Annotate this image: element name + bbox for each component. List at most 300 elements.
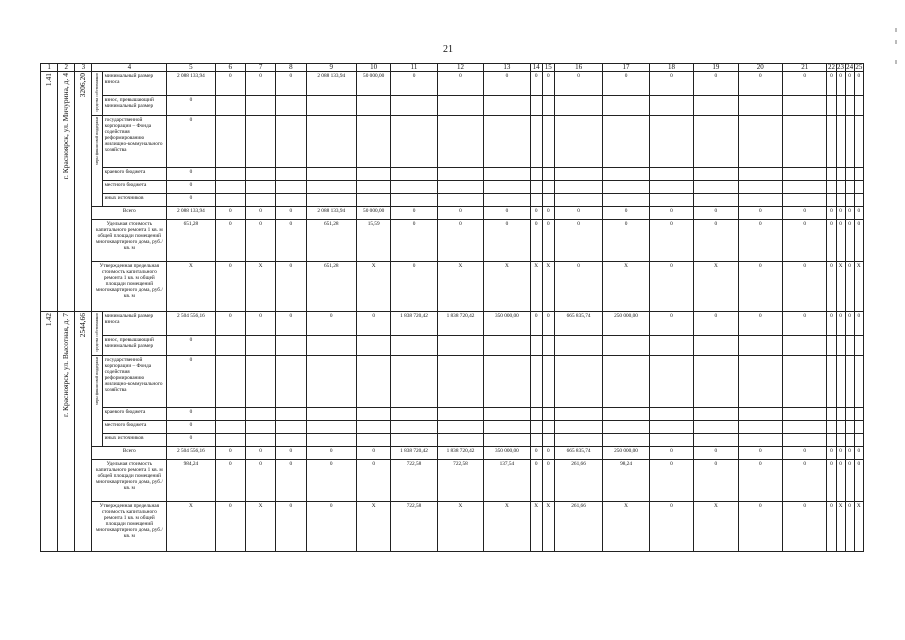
empty-cell xyxy=(827,194,836,207)
value-cell: X xyxy=(836,262,845,312)
empty-cell xyxy=(530,96,542,116)
value-cell: 0 xyxy=(845,312,854,336)
empty-cell xyxy=(854,181,863,194)
empty-cell xyxy=(391,434,437,447)
value-cell: 0 xyxy=(845,447,854,460)
object-area xyxy=(75,72,92,312)
empty-cell xyxy=(836,421,845,434)
empty-cell xyxy=(276,181,306,194)
empty-cell xyxy=(845,194,854,207)
empty-cell xyxy=(356,421,390,434)
column-number-header: 24 xyxy=(846,63,854,71)
column-number-header: 23 xyxy=(837,63,845,71)
page-number: 21 xyxy=(443,44,453,55)
empty-cell xyxy=(603,194,649,207)
empty-cell xyxy=(836,96,845,116)
empty-cell xyxy=(827,434,836,447)
table-row xyxy=(41,408,864,421)
empty-cell xyxy=(215,421,245,434)
empty-cell xyxy=(215,168,245,181)
value-cell: 250 000,00 xyxy=(603,447,649,460)
empty-cell xyxy=(276,434,306,447)
row-label: Утвержденная предельная стоимость капитального ремонта 1 кв. м общей площади помещений многоквартирного дома, руб./кв. м xyxy=(92,262,167,312)
value-cell: 0 xyxy=(437,220,483,262)
value-cell: 98,24 xyxy=(603,460,649,502)
value-cell: X xyxy=(542,262,554,312)
column-number-header: 5 xyxy=(167,64,215,72)
empty-cell xyxy=(542,116,554,168)
value-cell: 0 xyxy=(306,502,356,552)
value-cell: 0 xyxy=(215,502,245,552)
empty-cell xyxy=(603,421,649,434)
table-row xyxy=(41,72,864,96)
empty-cell xyxy=(215,194,245,207)
empty-cell xyxy=(845,96,854,116)
table-row xyxy=(41,356,864,408)
empty-cell xyxy=(356,408,390,421)
empty-cell xyxy=(356,356,390,408)
value-cell: 0 xyxy=(245,460,275,502)
value-cell: 2 088 133,94 xyxy=(167,72,215,96)
value-cell: 0 xyxy=(827,312,836,336)
empty-cell xyxy=(738,408,782,421)
empty-cell xyxy=(276,194,306,207)
table-row xyxy=(41,434,864,447)
value-cell: 0 xyxy=(845,207,854,220)
value-cell: X xyxy=(603,262,649,312)
empty-cell xyxy=(738,168,782,181)
table-row xyxy=(41,194,864,207)
empty-cell xyxy=(215,356,245,408)
object-area-text: 3206,20 xyxy=(78,73,88,98)
empty-cell xyxy=(649,356,693,408)
empty-cell xyxy=(356,116,390,168)
empty-cell xyxy=(845,421,854,434)
empty-cell xyxy=(554,356,602,408)
empty-cell xyxy=(649,408,693,421)
value-cell: X xyxy=(484,262,530,312)
empty-cell xyxy=(738,194,782,207)
value-cell: 0 xyxy=(827,447,836,460)
value-cell: 0 xyxy=(530,460,542,502)
empty-cell xyxy=(484,356,530,408)
value-cell: 665 835,74 xyxy=(554,447,602,460)
empty-cell xyxy=(603,356,649,408)
value-cell: 0 xyxy=(738,460,782,502)
column-number-header: 2 xyxy=(58,64,75,72)
empty-cell xyxy=(542,336,554,356)
value-cell: 722,58 xyxy=(437,460,483,502)
empty-cell xyxy=(649,181,693,194)
empty-cell xyxy=(738,421,782,434)
value-cell: 0 xyxy=(391,262,437,312)
value-cell: 0 xyxy=(542,207,554,220)
empty-cell xyxy=(437,408,483,421)
group-owner-funds xyxy=(92,312,102,356)
empty-cell xyxy=(827,408,836,421)
value-cell: 137,54 xyxy=(484,460,530,502)
empty-cell xyxy=(306,168,356,181)
value-cell: 0 xyxy=(649,502,693,552)
value-cell: 0 xyxy=(276,220,306,262)
column-number-header: 4 xyxy=(92,64,167,72)
value-cell: X xyxy=(694,262,738,312)
value-cell: X xyxy=(854,262,863,312)
empty-cell xyxy=(603,168,649,181)
value-cell: 50 000,00 xyxy=(356,72,390,96)
empty-cell xyxy=(484,181,530,194)
empty-cell xyxy=(484,421,530,434)
column-number-header: 6 xyxy=(215,64,245,72)
value-cell: 0 xyxy=(554,207,602,220)
empty-cell xyxy=(554,336,602,356)
empty-cell xyxy=(783,116,827,168)
empty-cell xyxy=(845,408,854,421)
value-cell: 50 000,00 xyxy=(356,207,390,220)
empty-cell xyxy=(306,181,356,194)
empty-cell xyxy=(215,181,245,194)
column-number-header: 11 xyxy=(391,64,437,72)
empty-cell xyxy=(530,181,542,194)
empty-cell xyxy=(649,168,693,181)
value-cell: 0 xyxy=(167,96,215,116)
value-cell: 0 xyxy=(530,72,542,96)
value-cell: 0 xyxy=(215,220,245,262)
empty-cell xyxy=(215,116,245,168)
table-row xyxy=(41,460,864,502)
value-cell: X xyxy=(530,262,542,312)
object-address-text: г. Красноярск, ул. Мичурина, д. 4 xyxy=(60,73,70,180)
empty-cell xyxy=(245,356,275,408)
row-label: государственной корпорации – Фонда содействия реформированию жилищно-коммунального хозяйства xyxy=(102,356,167,408)
empty-cell xyxy=(484,434,530,447)
empty-cell xyxy=(245,116,275,168)
value-cell: 0 xyxy=(276,312,306,336)
empty-cell xyxy=(215,96,245,116)
empty-cell xyxy=(694,116,738,168)
column-number-header: 21 xyxy=(783,64,827,72)
empty-cell xyxy=(836,408,845,421)
empty-cell xyxy=(603,96,649,116)
value-cell: 0 xyxy=(649,220,693,262)
empty-cell xyxy=(854,356,863,408)
empty-cell xyxy=(649,116,693,168)
empty-cell xyxy=(783,168,827,181)
value-cell: 0 xyxy=(649,447,693,460)
value-cell: 0 xyxy=(167,336,215,356)
object-address-text: г. Красноярск, ул. Высотная, д. 7 xyxy=(60,313,70,418)
empty-cell xyxy=(694,194,738,207)
object-index-text: 1.41 xyxy=(43,73,53,87)
empty-cell xyxy=(276,356,306,408)
empty-cell xyxy=(827,421,836,434)
empty-cell xyxy=(437,96,483,116)
value-cell: 0 xyxy=(836,207,845,220)
empty-cell xyxy=(694,96,738,116)
empty-cell xyxy=(391,356,437,408)
value-cell: 0 xyxy=(554,72,602,96)
row-label: Всего xyxy=(92,207,167,220)
object-area-text: 2544,66 xyxy=(78,313,88,338)
value-cell: 0 xyxy=(845,460,854,502)
table-row xyxy=(41,220,864,262)
column-number-header: 16 xyxy=(554,64,602,72)
value-cell: 0 xyxy=(215,460,245,502)
empty-cell xyxy=(245,336,275,356)
value-cell: 2 088 133,94 xyxy=(306,207,356,220)
empty-cell xyxy=(437,336,483,356)
value-cell: 0 xyxy=(245,72,275,96)
empty-cell xyxy=(603,181,649,194)
value-cell: 0 xyxy=(356,460,390,502)
value-cell: 722,58 xyxy=(391,502,437,552)
empty-cell xyxy=(356,336,390,356)
value-cell: 0 xyxy=(783,447,827,460)
empty-cell xyxy=(437,194,483,207)
empty-cell xyxy=(245,194,275,207)
value-cell: 0 xyxy=(827,502,836,552)
value-cell: 0 xyxy=(530,207,542,220)
empty-cell xyxy=(245,408,275,421)
empty-cell xyxy=(836,336,845,356)
value-cell: 984,24 xyxy=(167,460,215,502)
empty-cell xyxy=(530,356,542,408)
row-label: иных источников xyxy=(102,434,167,447)
empty-cell xyxy=(245,434,275,447)
column-number-header: 12 xyxy=(437,64,483,72)
table-row xyxy=(41,421,864,434)
column-number-header: 18 xyxy=(649,64,693,72)
value-cell: 2 088 133,94 xyxy=(167,207,215,220)
empty-cell xyxy=(356,181,390,194)
empty-cell xyxy=(215,336,245,356)
empty-cell xyxy=(554,96,602,116)
table-row xyxy=(41,207,864,220)
empty-cell xyxy=(845,116,854,168)
value-cell: 350 000,00 xyxy=(484,447,530,460)
column-number-header: 20 xyxy=(738,64,782,72)
empty-cell xyxy=(306,356,356,408)
empty-cell xyxy=(836,356,845,408)
column-number-header: 7 xyxy=(245,64,275,72)
column-number-header: 3 xyxy=(75,64,92,72)
value-cell: 0 xyxy=(827,220,836,262)
value-cell: 0 xyxy=(603,207,649,220)
value-cell: X xyxy=(437,262,483,312)
value-cell: 0 xyxy=(530,447,542,460)
empty-cell xyxy=(738,181,782,194)
value-cell: 0 xyxy=(437,72,483,96)
column-number-header: 10 xyxy=(356,64,390,72)
value-cell: X xyxy=(694,502,738,552)
value-cell: 0 xyxy=(276,207,306,220)
value-cell: 0 xyxy=(845,220,854,262)
value-cell: 2 504 556,16 xyxy=(167,312,215,336)
value-cell: 0 xyxy=(694,72,738,96)
value-cell: X xyxy=(356,262,390,312)
empty-cell xyxy=(437,356,483,408)
empty-cell xyxy=(694,181,738,194)
empty-cell xyxy=(276,336,306,356)
empty-cell xyxy=(836,181,845,194)
value-cell: 0 xyxy=(542,220,554,262)
value-cell: 0 xyxy=(276,460,306,502)
empty-cell xyxy=(738,96,782,116)
empty-cell xyxy=(356,434,390,447)
value-cell: 0 xyxy=(649,207,693,220)
table-row xyxy=(41,312,864,336)
value-cell: 0 xyxy=(356,447,390,460)
row-label: Утвержденная предельная стоимость капитального ремонта 1 кв. м общей площади помещений многоквартирного дома, руб./кв. м xyxy=(92,502,167,552)
value-cell: 0 xyxy=(694,220,738,262)
value-cell: 0 xyxy=(836,460,845,502)
value-cell: 0 xyxy=(245,312,275,336)
value-cell: 0 xyxy=(215,447,245,460)
empty-cell xyxy=(276,421,306,434)
empty-cell xyxy=(437,116,483,168)
value-cell: 0 xyxy=(484,72,530,96)
column-number-header: 13 xyxy=(484,64,530,72)
value-cell: 15,59 xyxy=(356,220,390,262)
value-cell: 0 xyxy=(215,262,245,312)
empty-cell xyxy=(649,421,693,434)
value-cell: 0 xyxy=(437,207,483,220)
empty-cell xyxy=(542,96,554,116)
empty-cell xyxy=(276,168,306,181)
value-cell: 0 xyxy=(738,262,782,312)
empty-cell xyxy=(845,434,854,447)
value-cell: 261,66 xyxy=(554,502,602,552)
empty-cell xyxy=(649,336,693,356)
value-cell: 0 xyxy=(167,181,215,194)
value-cell: 0 xyxy=(649,262,693,312)
value-cell: 0 xyxy=(167,356,215,408)
empty-cell xyxy=(854,408,863,421)
object-index xyxy=(41,312,58,552)
empty-cell xyxy=(783,421,827,434)
empty-cell xyxy=(245,181,275,194)
value-cell: 0 xyxy=(245,447,275,460)
empty-cell xyxy=(391,116,437,168)
value-cell: 0 xyxy=(167,421,215,434)
value-cell: 1 838 720,42 xyxy=(391,447,437,460)
value-cell: 0 xyxy=(783,460,827,502)
value-cell: 722,58 xyxy=(391,460,437,502)
value-cell: X xyxy=(836,502,845,552)
empty-cell xyxy=(530,421,542,434)
empty-cell xyxy=(827,96,836,116)
group-owner-funds xyxy=(92,72,102,116)
value-cell: 651,28 xyxy=(306,220,356,262)
empty-cell xyxy=(484,336,530,356)
value-cell: 0 xyxy=(694,447,738,460)
value-cell: 0 xyxy=(827,460,836,502)
empty-cell xyxy=(306,116,356,168)
table-row xyxy=(41,502,864,552)
empty-cell xyxy=(530,336,542,356)
column-number-header: 8 xyxy=(276,64,306,72)
empty-cell xyxy=(694,421,738,434)
row-label: Удельная стоимость капитального ремонта 1 кв. м общей площади помещений многоквартирного дома, руб./кв. м xyxy=(92,460,167,502)
empty-cell xyxy=(783,336,827,356)
value-cell: 0 xyxy=(276,502,306,552)
empty-cell xyxy=(391,168,437,181)
empty-cell xyxy=(437,434,483,447)
empty-cell xyxy=(854,336,863,356)
value-cell: 0 xyxy=(827,207,836,220)
value-cell: 0 xyxy=(738,220,782,262)
value-cell: 0 xyxy=(167,116,215,168)
empty-cell xyxy=(530,194,542,207)
value-cell: 651,28 xyxy=(306,262,356,312)
column-number-header: 17 xyxy=(603,64,649,72)
value-cell: 0 xyxy=(854,460,863,502)
empty-cell xyxy=(783,356,827,408)
empty-cell xyxy=(554,168,602,181)
object-address xyxy=(58,312,75,552)
value-cell: 0 xyxy=(215,72,245,96)
value-cell: 0 xyxy=(738,447,782,460)
value-cell: 0 xyxy=(484,220,530,262)
empty-cell xyxy=(827,168,836,181)
empty-cell xyxy=(854,168,863,181)
value-cell: 651,28 xyxy=(167,220,215,262)
empty-cell xyxy=(738,434,782,447)
empty-cell xyxy=(836,116,845,168)
value-cell: 0 xyxy=(484,207,530,220)
empty-cell xyxy=(356,168,390,181)
row-label: взнос, превышающий минимальный размер xyxy=(102,96,167,116)
empty-cell xyxy=(845,181,854,194)
empty-cell xyxy=(356,194,390,207)
empty-cell xyxy=(836,168,845,181)
value-cell: 0 xyxy=(276,72,306,96)
object-address xyxy=(58,72,75,312)
row-label: Удельная стоимость капитального ремонта 1 кв. м общей площади помещений многоквартирного дома, руб./кв. м xyxy=(92,220,167,262)
value-cell: X xyxy=(854,502,863,552)
empty-cell xyxy=(827,356,836,408)
empty-cell xyxy=(845,356,854,408)
value-cell: 0 xyxy=(845,72,854,96)
table-row xyxy=(41,96,864,116)
value-cell: 0 xyxy=(783,312,827,336)
value-cell: 0 xyxy=(215,312,245,336)
row-label: местного бюджета xyxy=(102,181,167,194)
empty-cell xyxy=(245,96,275,116)
empty-cell xyxy=(245,168,275,181)
row-label: государственной корпорации – Фонда содействия реформированию жилищно-коммунального хозяйства xyxy=(102,116,167,168)
value-cell: 0 xyxy=(306,447,356,460)
value-cell: 0 xyxy=(276,447,306,460)
value-cell: 2 088 133,94 xyxy=(306,72,356,96)
empty-cell xyxy=(215,434,245,447)
value-cell: 0 xyxy=(845,502,854,552)
empty-cell xyxy=(306,194,356,207)
column-number-header: 15 xyxy=(542,64,554,72)
scan-edge-mark xyxy=(895,40,897,44)
empty-cell xyxy=(649,434,693,447)
empty-cell xyxy=(437,168,483,181)
empty-cell xyxy=(542,434,554,447)
column-number-header: 14 xyxy=(530,64,542,72)
row-label: минимальный размер взноса xyxy=(102,72,167,96)
table-row xyxy=(41,336,864,356)
empty-cell xyxy=(845,168,854,181)
empty-cell xyxy=(783,194,827,207)
value-cell: 0 xyxy=(245,220,275,262)
value-cell: 0 xyxy=(738,72,782,96)
empty-cell xyxy=(391,96,437,116)
